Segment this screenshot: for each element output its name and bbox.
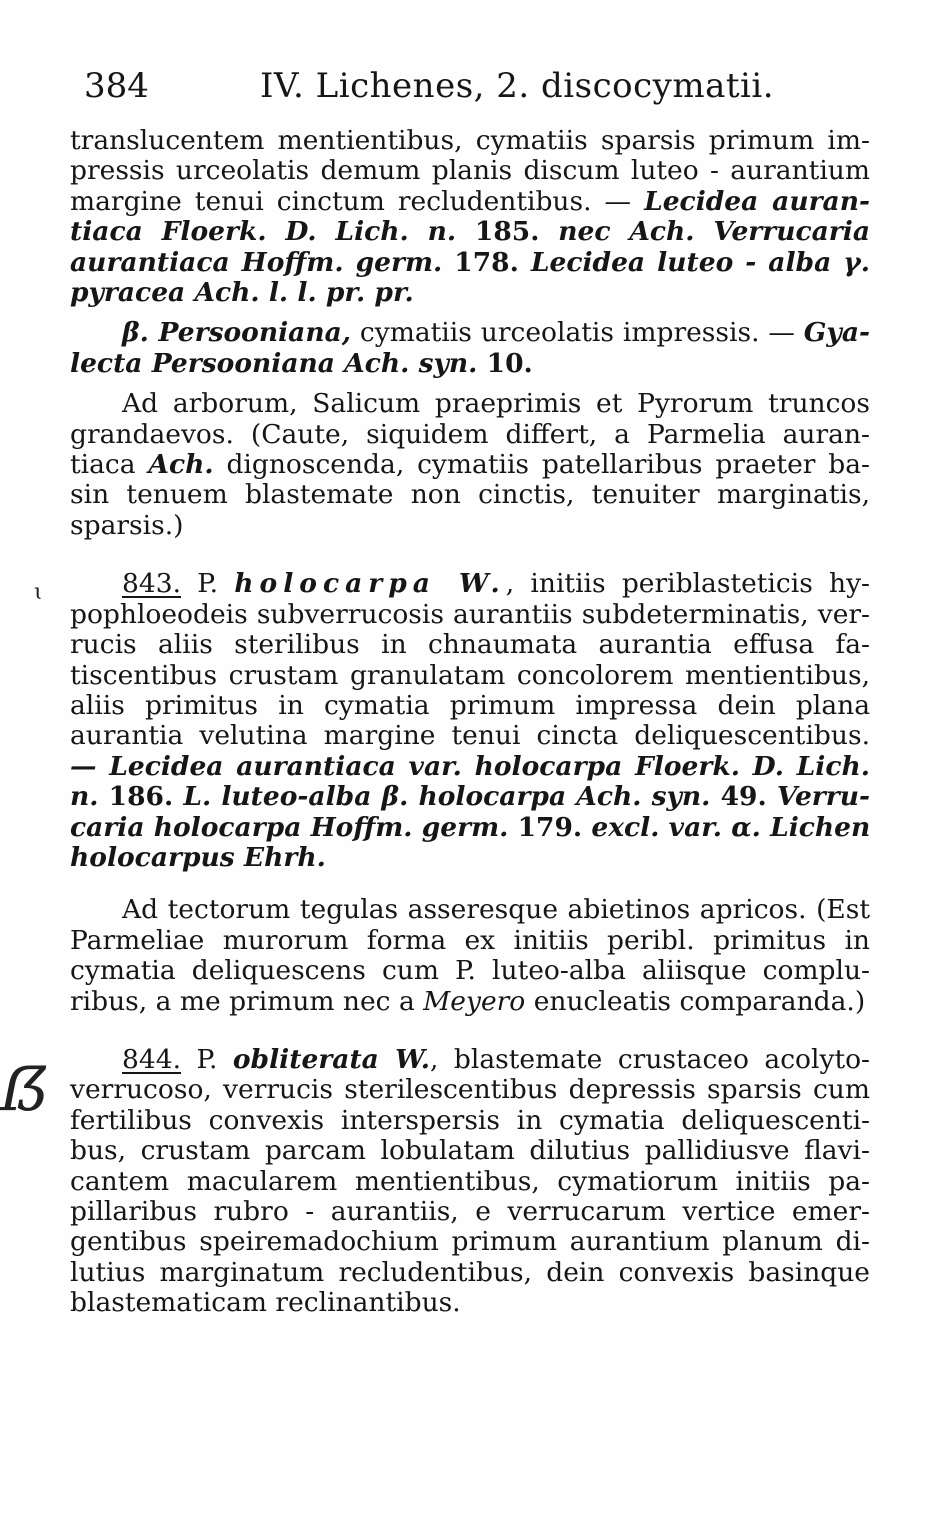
- running-title: IV. Lichenes, 2. discocymatii.: [260, 66, 775, 106]
- species-name: obliterata W.: [232, 1043, 430, 1075]
- citation: lecta Persooniana Ach. syn.: [70, 347, 478, 379]
- habitat-paragraph: [70, 389, 870, 541]
- text-line: [70, 248, 870, 278]
- text-line: lutius marginatum recludentibus, dein convexis basinque: [70, 1256, 870, 1288]
- citation: Gya-: [803, 317, 870, 349]
- citation: tiaca Floerk. D. Lich. n.: [70, 216, 457, 248]
- citation: Verru-: [776, 781, 870, 813]
- text-line: [70, 318, 870, 348]
- text-segment: tiaca: [70, 449, 149, 481]
- species-entry-844: [70, 1045, 870, 1319]
- person-name: Meyero: [423, 985, 526, 1017]
- citation: n.: [70, 781, 99, 813]
- text-segment: P.: [181, 568, 235, 600]
- variety-paragraph: [70, 318, 870, 379]
- citation-number: 49.: [710, 781, 777, 813]
- citation: Lecidea luteo - alba γ.: [530, 246, 871, 278]
- citation-number: 178.: [442, 246, 531, 278]
- citation: L. luteo-alba β. holocarpa Ach. syn.: [183, 781, 711, 813]
- text-line: fertilibus convexis interspersis in cymatia deliquescenti-: [70, 1104, 870, 1136]
- margin-annotation-2: ẞ: [0, 1055, 50, 1125]
- variety-name: β. Persooniana,: [122, 317, 352, 349]
- citation: nec Ach. Verrucaria: [558, 216, 871, 248]
- species-entry-843: [70, 569, 870, 873]
- species-name: holocarpa W.: [234, 568, 506, 600]
- text-line: blastematicam reclinantibus.: [70, 1287, 461, 1319]
- text-line: sparsis.): [70, 509, 184, 541]
- text-line: grandaevos. (Caute, siquidem differt, a Parmelia auran-: [70, 418, 870, 450]
- citation-number: 179.: [508, 811, 592, 843]
- text-line: [70, 782, 870, 812]
- text-line: aliis primitus in cymatia primum impressa dein plana: [70, 689, 870, 721]
- page-header: [84, 66, 784, 106]
- text-segment: margine tenui cinctum recludentibus. —: [70, 185, 645, 217]
- text-line: sin tenuem blastemate non cinctis, tenuiter marginatis,: [70, 479, 870, 511]
- text-line: tiscentibus crustam granulatam concolorem mentientibus,: [70, 659, 870, 691]
- text-segment: dignoscenda, cymatiis patellaribus praeter ba-: [213, 449, 870, 481]
- text-line: — Lecidea aurantiaca var. holocarpa Floerk. D. Lich.: [70, 750, 870, 782]
- text-line: [70, 187, 870, 217]
- citation: caria holocarpa Hoffm. germ.: [70, 811, 509, 843]
- text-line: Ad tectorum tegulas asseresque abietinos apricos. (Est: [122, 894, 870, 926]
- text-line: [70, 278, 870, 308]
- text-segment: , initiis periblasteticis hy-: [505, 568, 870, 600]
- page-number: 384: [84, 66, 149, 106]
- text-line: verrucoso, verrucis sterilescentibus depressis sparsis cum: [70, 1074, 870, 1106]
- text-line: Ad arborum, Salicum praeprimis et Pyrorum truncos: [122, 388, 870, 420]
- text-segment: cymatiis urceolatis impressis. —: [351, 317, 804, 349]
- author-abbrev: Ach.: [148, 449, 214, 481]
- text-line: rucis aliis sterilibus in chnaumata aurantia effusa fa-: [70, 629, 870, 661]
- text-segment: , blastemate crustaceo acolyto-: [430, 1043, 870, 1075]
- text-line: [70, 1045, 870, 1075]
- text-segment: ribus, a me primum nec a: [70, 985, 424, 1017]
- text-line: [70, 450, 870, 480]
- text-line: [70, 217, 870, 247]
- citation-number: 10.: [477, 347, 533, 379]
- text-segment: enucleatis comparanda.): [525, 985, 866, 1017]
- text-line: [70, 813, 870, 843]
- citation: aurantiaca Hoffm. germ.: [70, 246, 443, 278]
- citation: pyracea Ach. l. l. pr. pr.: [70, 277, 414, 309]
- text-line: translucentem mentientibus, cymatiis sparsis primum im-: [70, 125, 870, 156]
- citation-number: 186.: [98, 781, 184, 813]
- text-line: Parmeliae murorum forma ex initiis peribl. primitus in: [70, 924, 870, 956]
- text-line: cantem macularem mentientibus, cymatiorum initiis pa-: [70, 1165, 870, 1197]
- text-line: [70, 987, 870, 1017]
- text-segment: P.: [181, 1043, 233, 1075]
- text-line: pophloeodeis subverrucosis aurantiis subdeterminatis, ver-: [70, 598, 870, 630]
- entry-number: 843.: [122, 568, 182, 600]
- text-line: [70, 349, 870, 379]
- text-line: pressis urceolatis demum planis discum luteo - aurantium: [70, 155, 870, 187]
- text-line: [70, 569, 870, 599]
- text-line: gentibus speiremadochium primum aurantium planum di-: [70, 1226, 870, 1258]
- text-line: [70, 843, 870, 873]
- entry-number: 844.: [122, 1043, 182, 1075]
- citation-number: 185.: [456, 216, 559, 248]
- paragraph-continuation: [70, 126, 870, 308]
- text-body: [70, 126, 870, 1319]
- text-line: pillaribus rubro - aurantiis, e verrucarum vertice emer-: [70, 1196, 870, 1227]
- citation: excl. var. α. Lichen: [591, 811, 871, 843]
- taxon-name: Lecidea auran-: [644, 185, 870, 217]
- margin-annotation-1: ɩ: [34, 580, 43, 605]
- habitat-paragraph: [70, 895, 870, 1017]
- text-line: bus, crustam parcam lobulatam dilutius pallidiusve flavi-: [70, 1135, 870, 1167]
- text-line: cymatia deliquescens cum P. luteo-alba aliisque complu-: [70, 955, 870, 987]
- citation: holocarpus Ehrh.: [70, 841, 326, 873]
- text-line: aurantia velutina margine tenui cincta deliquescentibus.: [70, 720, 870, 752]
